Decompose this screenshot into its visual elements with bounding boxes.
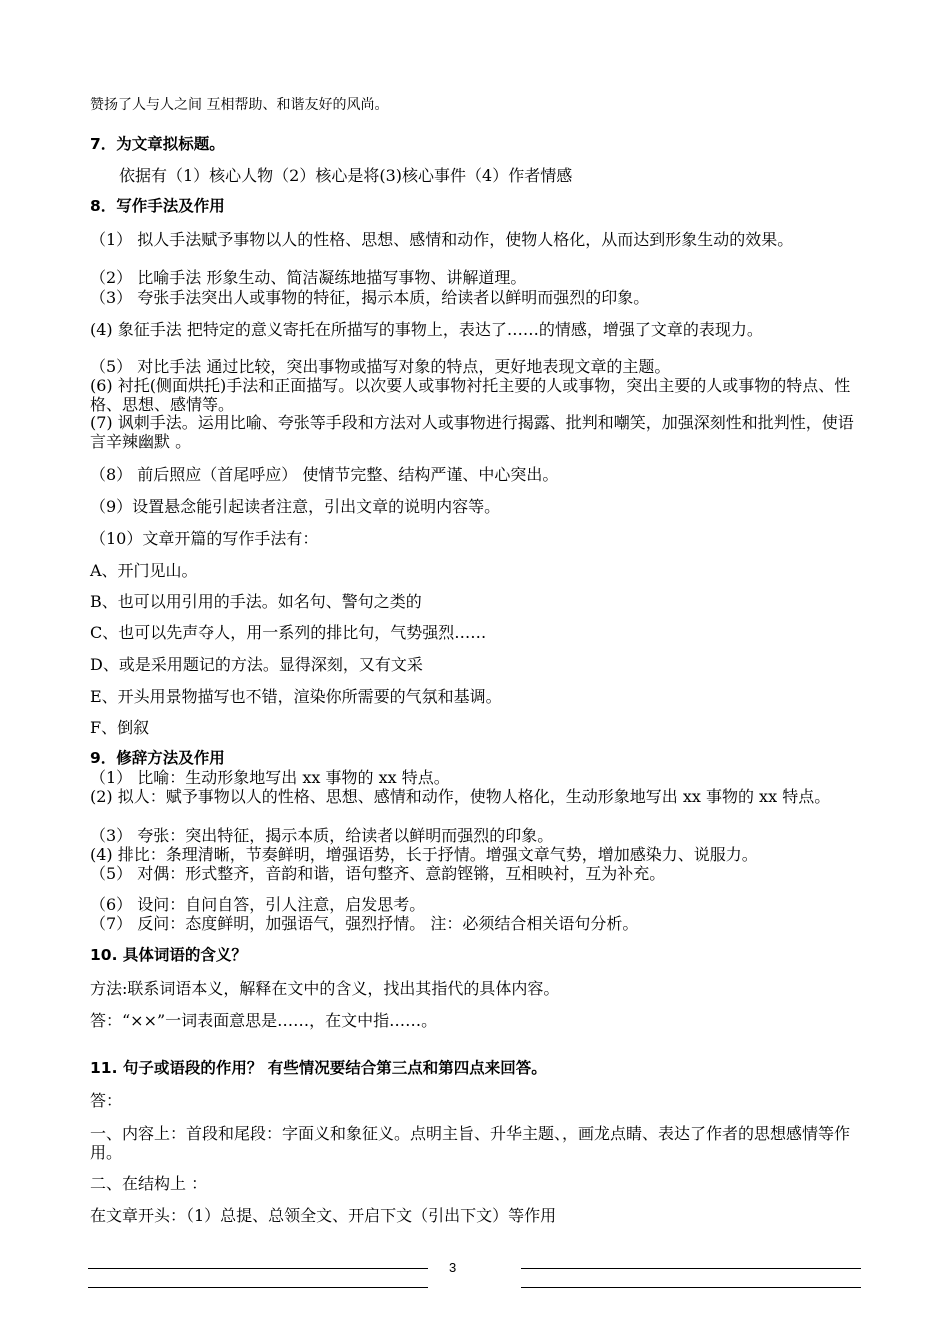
text-paragraph: 一、内容上：首段和尾段：字面义和象征义。点明主旨、升华主题、，画龙点睛、表达了作者的思想感情等作用。 <box>90 1124 851 1162</box>
text-line: （2） 比喻手法 形象生动、简洁凝练地描写事物、讲解道理。 <box>90 268 527 287</box>
section-heading-9: 9．修辞方法及作用 <box>90 749 225 767</box>
section-heading-8: 8．写作手法及作用 <box>90 197 225 215</box>
text-line: 答：“××”一词表面意思是……，在文中指……。 <box>90 1011 438 1030</box>
text-line: 赞扬了人与人之间 互相帮助、和谐友好的风尚。 <box>90 97 389 113</box>
text-line: F、倒叙 <box>90 718 150 737</box>
text-line: E、开头用景物描写也不错，渲染你所需要的气氛和基调。 <box>90 687 502 706</box>
text-line: 在文章开头：（1）总提、总领全文、开启下文（引出下文）等作用 <box>90 1206 557 1225</box>
text-paragraph: (7) 讽刺手法。运用比喻、夸张等手段和方法对人或事物进行揭露、批判和嘲笑，加强深刻性和批判性，使语言辛辣幽默 。 <box>90 413 854 451</box>
text-line: （3） 夸张：突出特征，揭示本质，给读者以鲜明而强烈的印象。 <box>90 826 554 845</box>
page-number: 3 <box>449 1260 457 1275</box>
text-line: D、或是采用题记的方法。显得深刻，又有文采 <box>90 655 423 674</box>
text-line: （5） 对比手法 通过比较，突出事物或描写对象的特点，更好地表现文章的主题。 <box>90 357 671 376</box>
text-line: C、也可以先声夺人，用一系列的排比句，气势强烈…… <box>90 623 487 642</box>
text-line: （8） 前后照应（首尾呼应） 使情节完整、结构严谨、中心突出。 <box>90 465 559 484</box>
footer-rule <box>88 1287 428 1288</box>
text-line: 答： <box>90 1091 123 1110</box>
text-line: （6） 设问：自问自答，引人注意，启发思考。 <box>90 895 426 914</box>
text-line: 方法:联系词语本义，解释在文中的含义，找出其指代的具体内容。 <box>90 979 560 998</box>
text-line: 依据有（1）核心人物（2）核心是将(3)核心事件（4）作者情感 <box>119 166 573 185</box>
footer-rule <box>88 1268 428 1269</box>
section-heading-11: 11. 句子或语段的作用？ 有些情况要结合第三点和第四点来回答。 <box>90 1059 547 1077</box>
text-line: B、也可以用引用的手法。如名句、警句之类的 <box>90 592 422 611</box>
text-paragraph: (6) 衬托(侧面烘托)手法和正面描写。以次要人或事物衬托主要的人或事物，突出主要的人或事物的特点、性格、思想、感情等。 <box>90 376 851 414</box>
footer-rule <box>521 1287 861 1288</box>
text-line: A、开门见山。 <box>90 561 198 580</box>
text-line: 二、在结构上 ： <box>90 1174 208 1193</box>
text-paragraph: (2) 拟人：赋予事物以人的性格、思想、感情和动作，使物人格化，生动形象地写出 xx 事物的 xx 特点。 <box>90 787 831 806</box>
text-line: （9）设置悬念能引起读者注意，引出文章的说明内容等。 <box>90 497 501 516</box>
footer-rule <box>521 1268 861 1269</box>
text-line: （7） 反问：态度鲜明，加强语气，强烈抒情。 注：必须结合相关语句分析。 <box>90 914 639 933</box>
text-line: （3） 夸张手法突出人或事物的特征，揭示本质，给读者以鲜明而强烈的印象。 <box>90 288 650 307</box>
text-line: (4) 排比：条理清晰，节奏鲜明，增强语势，长于抒情。增强文章气势，增加感染力、说服力。 <box>90 845 758 864</box>
text-line: （5） 对偶：形式整齐，音韵和谐，语句整齐、意韵铿锵，互相映衬，互为补充。 <box>90 864 666 883</box>
text-paragraph: （1） 拟人手法赋予事物以人的性格、思想、感情和动作，使物人格化，从而达到形象生动的效果。 <box>90 230 794 249</box>
text-line: （1） 比喻：生动形象地写出 xx 事物的 xx 特点。 <box>90 768 450 787</box>
text-line: （10）文章开篇的写作手法有： <box>90 529 319 548</box>
section-heading-10: 10. 具体词语的含义？ <box>90 946 247 964</box>
text-paragraph: (4) 象征手法 把特定的意义寄托在所描写的事物上，表达了……的情感，增强了文章的表现力。 <box>90 320 763 339</box>
section-heading-7: 7．为文章拟标题。 <box>90 135 225 153</box>
